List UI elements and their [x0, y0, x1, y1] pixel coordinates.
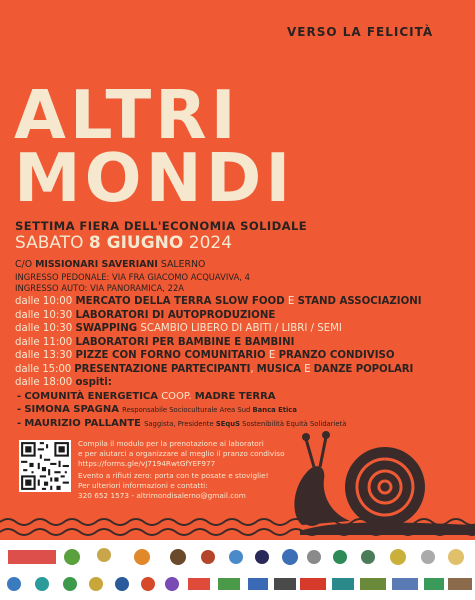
sponsor-logos: [0, 540, 475, 600]
schedule-activity: PRANZO CONDIVISO: [278, 350, 395, 361]
guest-affiliation-prefix: COOP.: [158, 391, 195, 402]
info-text: e per aiutarci a organizzare al meglio il pranzo condiviso: [78, 449, 285, 458]
guest-dash: -: [17, 391, 22, 402]
guest-role-organization: Banca Etica: [252, 406, 297, 414]
schedule-row: [15, 350, 394, 361]
tagline: VERSO LA FELICITÀ: [287, 25, 434, 39]
pedestrian-entrance: INGRESSO PEDONALE: VIA FRA GIACOMO ACQUAVIVA, 4: [15, 272, 250, 282]
qr-code-icon[interactable]: [19, 440, 71, 492]
schedule-activity: SWAPPING: [75, 323, 138, 334]
schedule-time: dalle 15:00: [15, 364, 72, 375]
schedule-activity: STAND ASSOCIAZIONI: [297, 296, 422, 307]
wave-divider: [0, 512, 475, 540]
date-year: 2024: [188, 233, 233, 253]
schedule-row: [15, 310, 275, 321]
schedule-time: dalle 10:00: [15, 296, 73, 307]
schedule-joiner: E: [300, 364, 314, 375]
subtitle: SETTIMA FIERA DELL'ECONOMIA SOLIDALE: [15, 219, 308, 233]
info-text: Evento a rifiuti zero: porta con te posate e stoviglie!: [78, 471, 269, 480]
schedule-activity: DANZE POPOLARI: [313, 364, 414, 375]
schedule-activity: PIZZE CON FORNO COMUNITARIO: [75, 350, 266, 361]
guest-role: [122, 406, 297, 414]
guest-name: SIMONA SPAGNA: [24, 404, 119, 415]
schedule-activity: MERCATO DELLA TERRA SLOW FOOD: [75, 296, 285, 307]
schedule-activity: LABORATORI PER BAMBINE E BAMBINI: [75, 337, 295, 348]
schedule-joiner: E: [265, 350, 279, 361]
schedule-activity: PRESENTAZIONE PARTECIPANTI: [74, 364, 251, 375]
title-line-2: MONDI: [14, 139, 295, 217]
schedule-row: [15, 337, 294, 348]
guest-role-text: Responsabile Socioculturale Area Sud: [122, 406, 253, 414]
venue-name: MISSIONARI SAVERIANI: [35, 259, 158, 270]
car-entrance: INGRESSO AUTO: VIA PANORAMICA, 22A: [15, 283, 185, 293]
sponsor-logo-row-1: [8, 548, 464, 565]
schedule-time: dalle 11:00: [15, 337, 73, 348]
schedule-description: SCAMBIO LIBERO DI ABITI / LIBRI / SEMI: [137, 323, 342, 334]
date-date: 8 GIUGNO: [88, 233, 184, 253]
schedule-time: dalle 18:00: [15, 377, 73, 388]
schedule-time: dalle 10:30: [15, 310, 73, 321]
schedule-joiner: E: [284, 296, 298, 307]
contact-info[interactable]: 320 652 1573 - altrimondisalerno@gmail.com: [78, 491, 246, 500]
guest-item: [17, 404, 297, 415]
venue-prefix: C/O: [15, 259, 33, 270]
event-date: [15, 233, 232, 253]
title-line-1: ALTRI: [14, 76, 240, 154]
guest-name: COMUNITÀ ENERGETICA: [24, 391, 159, 402]
guests-heading: [15, 377, 112, 388]
schedule-activity: LABORATORI DI AUTOPRODUZIONE: [75, 310, 276, 321]
schedule-activity: MUSICA: [256, 364, 301, 375]
guest-organization: MADRE TERRA: [194, 391, 276, 402]
guest-dash: -: [17, 418, 22, 429]
schedule-row: [15, 296, 422, 307]
schedule-time: dalle 13:30: [15, 350, 73, 361]
guest-role-organization: SEquS: [215, 420, 240, 428]
info-text: Per ulteriori informazioni e contatti:: [78, 481, 208, 490]
guest-dash: -: [17, 404, 22, 415]
schedule-row: [15, 364, 413, 375]
schedule-joiner: ,: [250, 364, 257, 375]
date-day: SABATO: [15, 233, 84, 253]
guest-role-text: Sostenibilità Equità Solidarietà: [239, 420, 347, 428]
info-text: Compila il modulo per la prenotazione ai laboratori: [78, 439, 264, 448]
venue-city: SALERNO: [160, 259, 206, 270]
schedule-time: dalle 10:30: [15, 323, 73, 334]
form-link[interactable]: https://forms.gle/vJ7194RwtGfYEF977: [78, 459, 216, 468]
guest-role-text: Saggista, Presidente: [144, 420, 216, 428]
guest-name: MAURIZIO PALLANTE: [24, 418, 141, 429]
venue-line: [15, 259, 205, 270]
schedule-row: [15, 323, 342, 334]
guest-item: [17, 391, 276, 402]
guests-label: ospiti:: [75, 377, 112, 388]
